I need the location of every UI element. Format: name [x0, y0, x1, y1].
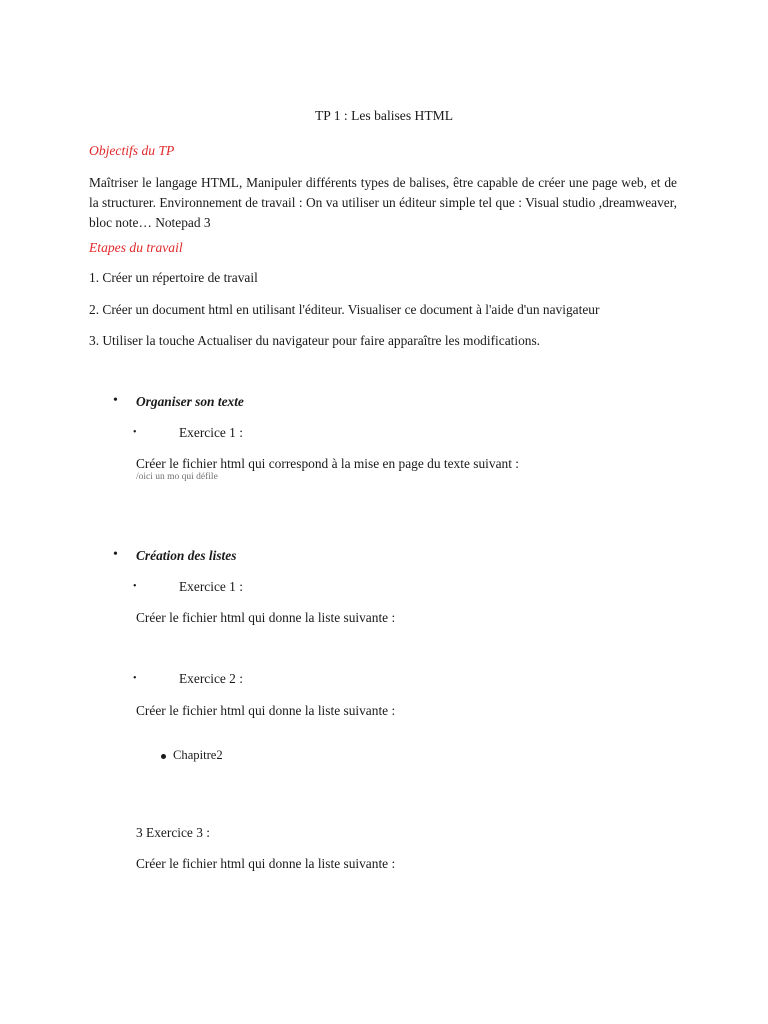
section2-bullet: • — [113, 547, 118, 562]
section1-bullet: • — [113, 393, 118, 408]
section2-ex1-bullet: • — [133, 581, 137, 592]
step-item-3: 3. Utiliser la touche Actualiser du navigateur pour faire apparaître les modifications. — [89, 333, 541, 348]
section2-ex2-text: Créer le fichier html qui donne la liste suivante : — [136, 703, 396, 718]
section1-ex1-label: Exercice 1 : — [179, 425, 243, 440]
section2-ex2-label: Exercice 2 : — [179, 671, 243, 686]
list-disc-bullet — [161, 754, 166, 759]
objectives-heading: Objectifs du TP — [89, 143, 175, 158]
steps-heading: Etapes du travail — [89, 240, 183, 255]
section2-ex2-bullet: • — [133, 673, 137, 684]
step-item-1: 1. Créer un répertoire de travail — [89, 270, 258, 285]
section2-ex1-label: Exercice 1 : — [179, 579, 243, 594]
objectives-paragraph: Maîtriser le langage HTML, Manipuler différents types de balises, être capable de créer une page web, et de la structurer. Environnement de travail : On va utiliser un éditeur simple tel que : Visual studio ,dreamweaver, bloc note… Notepad 3 — [89, 175, 677, 230]
section2-title: Création des listes — [136, 548, 237, 563]
faint-scrolling-text: /oici un mo qui défile — [136, 472, 218, 482]
section2-ex3-label: 3 Exercice 3 : — [136, 825, 210, 840]
section2-ex3-text: Créer le fichier html qui donne la liste suivante : — [136, 856, 396, 871]
step-item-2: 2. Créer un document html en utilisant l'éditeur. Visualiser ce document à l'aide d'un navigateur — [89, 302, 600, 317]
section1-ex1-bullet: • — [133, 427, 137, 438]
section1-title: Organiser son texte — [136, 394, 244, 409]
section1-ex1-text: Créer le fichier html qui correspond à la mise en page du texte suivant : — [136, 456, 519, 471]
document-title: TP 1 : Les balises HTML — [314, 108, 454, 123]
section2-ex1-text: Créer le fichier html qui donne la liste suivante : — [136, 610, 396, 625]
list-item-chapitre2: Chapitre2 — [173, 748, 223, 762]
